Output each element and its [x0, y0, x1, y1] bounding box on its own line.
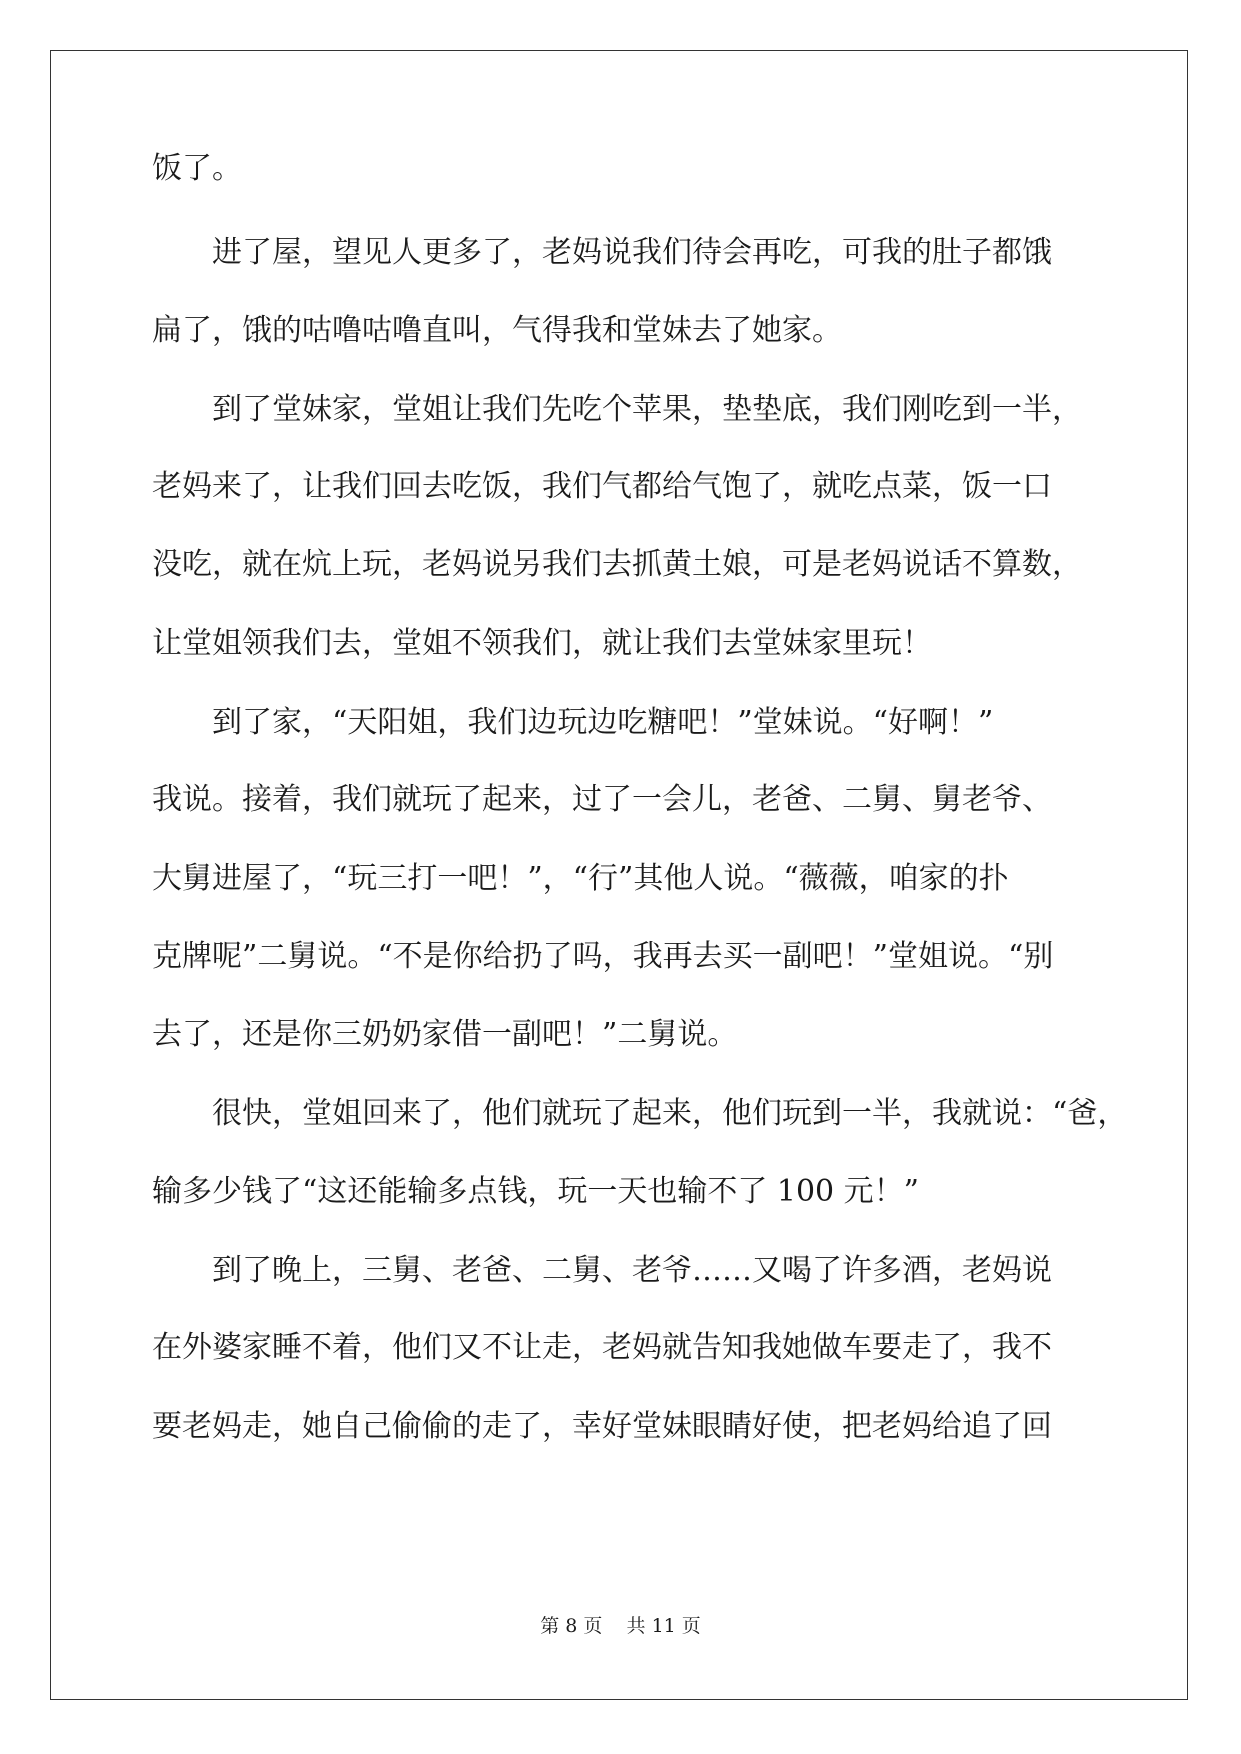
text-line: 我说。接着，我们就玩了起来，过了一会儿，老爸、二舅、舅老爷、: [152, 782, 1052, 817]
text-line: 到了家，“天阳姐，我们边玩边吃糖吧！”堂妹说。“好啊！”: [212, 705, 994, 740]
text-line: 克牌呢”二舅说。“不是你给扔了吗，我再去买一副吧！”堂姐说。“别: [152, 939, 1054, 974]
text-line: 扁了，饿的咕噜咕噜直叫，气得我和堂妹去了她家。: [152, 313, 842, 348]
text-line: 很快，堂姐回来了，他们就玩了起来，他们玩到一半，我就说：“爸，: [212, 1096, 1128, 1131]
text-line: 大舅进屋了，“玩三打一吧！”，“行”其他人说。“薇薇，咱家的扑: [152, 861, 1009, 896]
text-line: 要老妈走，她自己偷偷的走了，幸好堂妹眼睛好使，把老妈给追了回: [152, 1409, 1052, 1444]
text-line: 到了晚上，三舅、老爸、二舅、老爷……又喝了许多酒，老妈说: [212, 1253, 1052, 1288]
text-line: 没吃，就在炕上玩，老妈说另我们去抓黄土娘，可是老妈说话不算数，: [152, 547, 1082, 582]
text-line: 进了屋，望见人更多了，老妈说我们待会再吃，可我的肚子都饿: [212, 235, 1052, 270]
text-line: 让堂姐领我们去，堂姐不领我们，就让我们去堂妹家里玩！: [152, 626, 932, 661]
page-number-footer: 第 8 页 共 11 页: [540, 1615, 701, 1637]
text-line: 饭了。: [152, 151, 242, 186]
text-line: 到了堂妹家，堂姐让我们先吃个苹果，垫垫底，我们刚吃到一半，: [212, 392, 1082, 427]
text-line: 去了，还是你三奶奶家借一副吧！”二舅说。: [152, 1017, 738, 1052]
text-line: 在外婆家睡不着，他们又不让走，老妈就告知我她做车要走了，我不: [152, 1330, 1052, 1365]
text-line: 老妈来了，让我们回去吃饭，我们气都给气饱了，就吃点菜，饭一口: [152, 469, 1052, 504]
text-line: 输多少钱了“这还能输多点钱，玩一天也输不了 100 元！”: [152, 1174, 920, 1209]
